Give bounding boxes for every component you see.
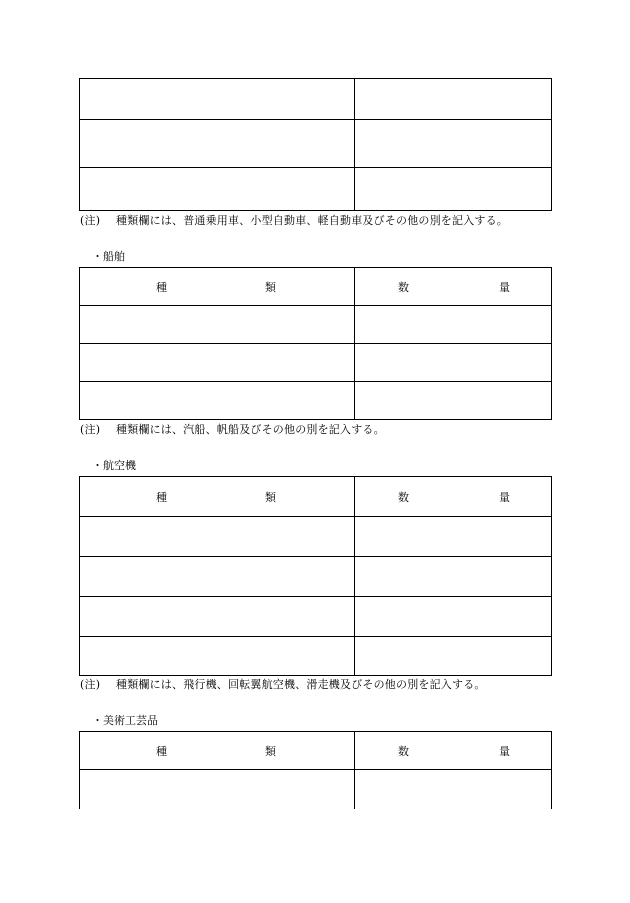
art-table [79, 731, 552, 809]
vehicle-note-text: 種類欄には、普通乗用車、小型自動車、軽自動車及びその他の別を記入する。 [116, 214, 508, 227]
vehicle-kind-cell[interactable] [80, 120, 355, 168]
qty-header-char: 数 [398, 280, 409, 294]
aircraft-table [79, 476, 552, 676]
kind-header-char: 種 [156, 280, 167, 294]
art-kind-cell[interactable] [80, 770, 355, 809]
art-section-title: ・美術工芸品 [92, 714, 158, 727]
ship-note-text: 種類欄には、汽船、帆船及びその他の別を記入する。 [116, 423, 385, 436]
ship-kind-cell[interactable] [80, 344, 355, 382]
ship-qty-cell[interactable] [355, 306, 552, 344]
vehicle-table [79, 78, 552, 211]
ship-note [80, 423, 385, 437]
note-mark: (注) [80, 678, 101, 691]
vehicle-qty-cell[interactable] [355, 168, 552, 211]
qty-header-char: 量 [499, 490, 510, 504]
aircraft-section-title: ・航空機 [92, 459, 136, 472]
aircraft-qty-cell[interactable] [355, 637, 552, 676]
vehicle-qty-cell[interactable] [355, 120, 552, 168]
vehicle-kind-cell[interactable] [80, 79, 355, 120]
ship-kind-cell[interactable] [80, 382, 355, 420]
kind-header-char: 類 [265, 490, 276, 504]
qty-header [355, 732, 552, 770]
aircraft-kind-cell[interactable] [80, 597, 355, 637]
qty-header [355, 477, 552, 517]
ship-kind-cell[interactable] [80, 306, 355, 344]
art-qty-cell[interactable] [355, 770, 552, 809]
aircraft-note [80, 678, 486, 692]
note-mark: (注) [80, 214, 101, 227]
kind-header [80, 732, 355, 770]
qty-header-char: 数 [398, 490, 409, 504]
vehicle-note [80, 214, 508, 228]
qty-header-char: 量 [499, 280, 510, 294]
aircraft-kind-cell[interactable] [80, 637, 355, 676]
ship-section-title: ・船舶 [92, 250, 125, 263]
aircraft-qty-cell[interactable] [355, 597, 552, 637]
aircraft-note-text: 種類欄には、飛行機、回転翼航空機、滑走機及びその他の別を記入する。 [116, 678, 486, 691]
kind-header-char: 類 [265, 280, 276, 294]
kind-header-char: 種 [156, 744, 167, 758]
vehicle-qty-cell[interactable] [355, 79, 552, 120]
ship-qty-cell[interactable] [355, 382, 552, 420]
kind-header [80, 477, 355, 517]
aircraft-qty-cell[interactable] [355, 517, 552, 557]
kind-header-char: 類 [265, 744, 276, 758]
aircraft-kind-cell[interactable] [80, 557, 355, 597]
ship-table [79, 267, 552, 420]
qty-header-char: 量 [499, 744, 510, 758]
aircraft-kind-cell[interactable] [80, 517, 355, 557]
ship-qty-cell[interactable] [355, 344, 552, 382]
kind-header-char: 種 [156, 490, 167, 504]
vehicle-kind-cell[interactable] [80, 168, 355, 211]
qty-header-char: 数 [398, 744, 409, 758]
kind-header [80, 268, 355, 306]
note-mark: (注) [80, 423, 101, 436]
aircraft-qty-cell[interactable] [355, 557, 552, 597]
qty-header [355, 268, 552, 306]
